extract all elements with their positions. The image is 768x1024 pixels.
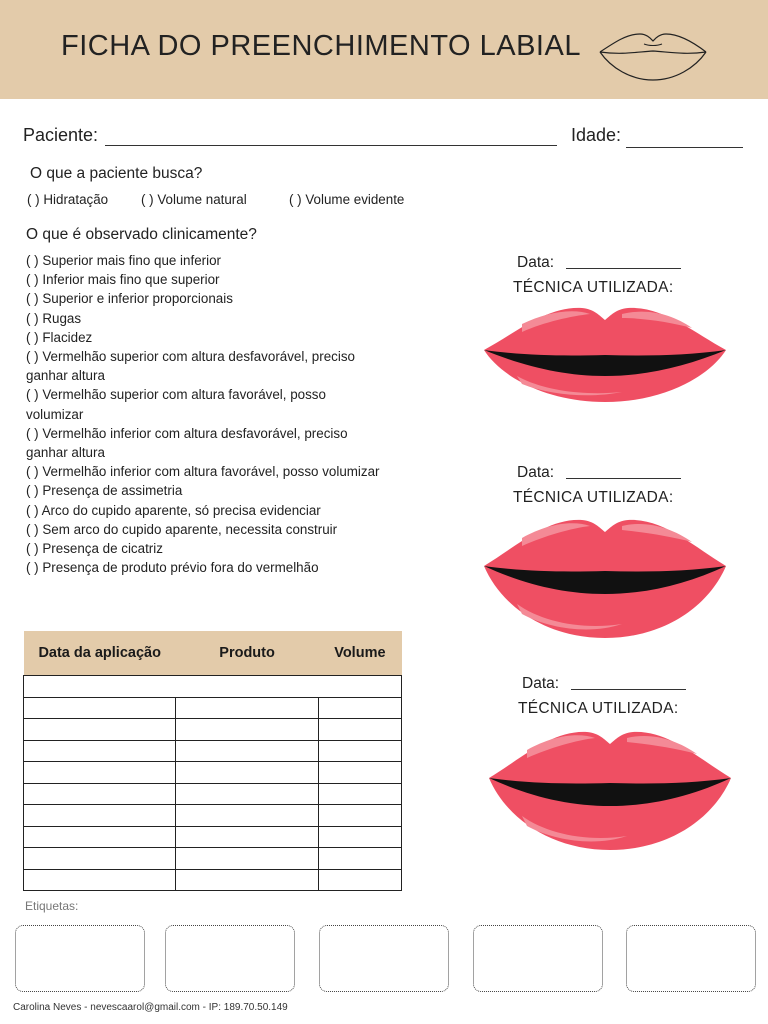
- table-cell[interactable]: [24, 740, 176, 762]
- label-box[interactable]: [15, 925, 145, 992]
- table-cell[interactable]: [176, 869, 318, 891]
- lips-illustration: [482, 516, 728, 640]
- table-cell[interactable]: [318, 740, 401, 762]
- table-cell[interactable]: [318, 869, 401, 891]
- table-cell[interactable]: [176, 762, 318, 784]
- table-cell[interactable]: [318, 826, 401, 848]
- label-box[interactable]: [473, 925, 603, 992]
- observation-item[interactable]: ( ) Presença de assimetria: [26, 483, 183, 499]
- option-volume-evidente[interactable]: ( ) Volume evidente: [289, 192, 405, 207]
- session-date-line[interactable]: [571, 689, 686, 690]
- header-date: Data da aplicação: [24, 631, 176, 676]
- observation-item[interactable]: ( ) Presença de produto prévio fora do vermelhão: [26, 560, 319, 576]
- table-row: [24, 848, 402, 870]
- session-date-label: Data:: [517, 254, 555, 271]
- session-date-line[interactable]: [566, 478, 681, 479]
- label-box[interactable]: [165, 925, 295, 992]
- header-volume: Volume: [318, 631, 401, 676]
- table-row: [24, 762, 402, 784]
- question-seeks: O que a paciente busca?: [30, 165, 203, 182]
- patient-age-line[interactable]: [626, 147, 743, 148]
- table-row: [24, 805, 402, 827]
- table-cell[interactable]: [24, 783, 176, 805]
- patient-name-label: Paciente:: [23, 125, 99, 145]
- table-cell[interactable]: [24, 697, 176, 719]
- label-box[interactable]: [319, 925, 449, 992]
- header-product: Produto: [176, 631, 318, 676]
- labels-title: Etiquetas:: [25, 899, 79, 913]
- session-date-label: Data:: [522, 675, 560, 692]
- lips-outline-icon: [597, 28, 709, 84]
- table-header-row: [24, 631, 402, 676]
- technique-label: TÉCNICA UTILIZADA:: [513, 489, 674, 506]
- footer-text: Carolina Neves - nevescaarol@gmail.com - IP: 189.70.50.149: [13, 1002, 288, 1013]
- observation-item[interactable]: ( ) Vermelhão superior com altura favorável, posso volumizar: [26, 387, 326, 422]
- patient-age-label: Idade:: [571, 125, 622, 145]
- observation-item[interactable]: ( ) Arco do cupido aparente, só precisa evidenciar: [26, 502, 321, 518]
- observation-item[interactable]: ( ) Rugas: [26, 310, 82, 326]
- observation-item[interactable]: ( ) Sem arco do cupido aparente, necessita construir: [26, 521, 338, 537]
- table-row: [24, 826, 402, 848]
- table-cell[interactable]: [24, 869, 176, 891]
- observation-item[interactable]: ( ) Vermelhão inferior com altura desfavorável, preciso ganhar altura: [26, 425, 348, 461]
- table-cell[interactable]: [24, 719, 176, 741]
- table-cell[interactable]: [24, 848, 176, 870]
- technique-label: TÉCNICA UTILIZADA:: [513, 279, 674, 296]
- table-row: [24, 783, 402, 805]
- table-cell[interactable]: [176, 848, 318, 870]
- table-row: [24, 869, 402, 891]
- observation-item[interactable]: ( ) Flacidez: [26, 329, 93, 345]
- option-hidratacao[interactable]: ( ) Hidratação: [27, 192, 109, 207]
- table-cell[interactable]: [176, 805, 318, 827]
- clinical-observation-list: [26, 251, 401, 577]
- table-row: [24, 719, 402, 741]
- table-cell[interactable]: [24, 762, 176, 784]
- technique-label: TÉCNICA UTILIZADA:: [518, 700, 679, 717]
- patient-name-line[interactable]: [105, 145, 557, 146]
- observation-item[interactable]: ( ) Vermelhão superior com altura desfavorável, preciso ganhar altura: [26, 349, 355, 384]
- option-volume-natural[interactable]: ( ) Volume natural: [141, 192, 247, 207]
- table-row: [24, 740, 402, 762]
- page-title: FICHA DO PREENCHIMENTO LABIAL: [61, 30, 581, 62]
- lips-illustration: [482, 304, 728, 404]
- observation-item[interactable]: ( ) Presença de cicatriz: [26, 541, 163, 557]
- observation-item[interactable]: ( ) Superior mais fino que inferior: [26, 253, 221, 268]
- observation-item[interactable]: ( ) Vermelhão inferior com altura favorável, posso volumizar: [26, 464, 380, 480]
- header-banner: [0, 0, 768, 99]
- lips-illustration: [487, 728, 733, 852]
- table-cell[interactable]: [318, 783, 401, 805]
- session-date-line[interactable]: [566, 268, 681, 269]
- table-cell[interactable]: [176, 826, 318, 848]
- label-box[interactable]: [626, 925, 756, 992]
- table-cell[interactable]: [24, 826, 176, 848]
- session-date-label: Data:: [517, 464, 555, 481]
- table-cell[interactable]: [318, 848, 401, 870]
- observation-item[interactable]: ( ) Inferior mais fino que superior: [26, 272, 220, 288]
- table-cell[interactable]: [318, 805, 401, 827]
- table-cell[interactable]: [24, 805, 176, 827]
- table-cell[interactable]: [176, 697, 318, 719]
- table-cell[interactable]: [176, 783, 318, 805]
- table-cell[interactable]: [318, 762, 401, 784]
- table-cell[interactable]: [176, 740, 318, 762]
- application-table: [23, 631, 402, 891]
- table-cell[interactable]: [176, 719, 318, 741]
- observation-item[interactable]: ( ) Superior e inferior proporcionais: [26, 291, 233, 307]
- table-row: [24, 697, 402, 719]
- table-cell[interactable]: [318, 697, 401, 719]
- table-cell[interactable]: [318, 719, 401, 741]
- question-observed: O que é observado clinicamente?: [26, 226, 257, 243]
